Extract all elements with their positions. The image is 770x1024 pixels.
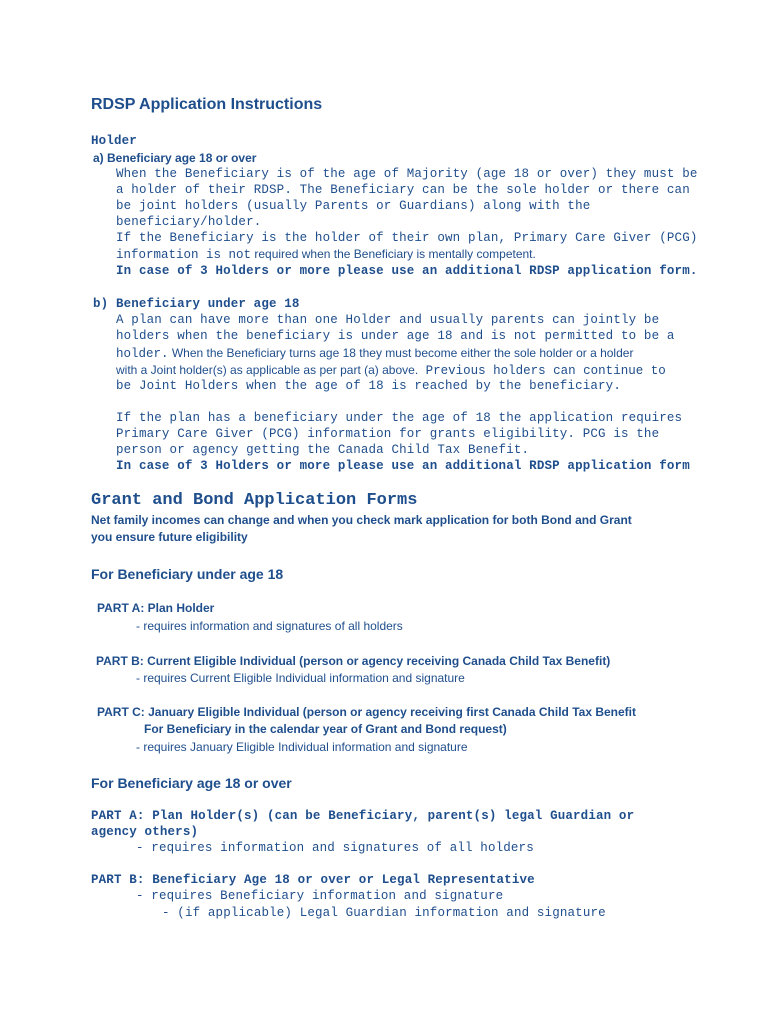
holder-b-line bbox=[116, 346, 633, 361]
holder-b-line: be Joint Holders when the age of 18 is reached by the beneficiary. bbox=[116, 379, 621, 393]
under18-partC-label: PART C: January Eligible Individual (person or agency receiving first Canada Child Tax Benefit bbox=[97, 705, 637, 719]
grants-intro: you ensure future eligibility bbox=[91, 530, 248, 544]
over18-heading: For Beneficiary age 18 or over bbox=[91, 775, 292, 791]
over18-partA-label2: agency others) bbox=[91, 825, 199, 839]
page-title: RDSP Application Instructions bbox=[91, 96, 323, 113]
holder-b-line4-sans: with a Joint holder(s) as applicable as per part (a) above. bbox=[116, 363, 419, 377]
holder-label: Holder bbox=[91, 134, 137, 148]
holder-b-line: A plan can have more than one Holder and usually parents can jointly be bbox=[116, 313, 660, 327]
under18-partA-req: - requires information and signatures of all holders bbox=[136, 619, 403, 633]
grants-heading: Grant and Bond Application Forms bbox=[91, 491, 418, 510]
under18-partB-req: - requires Current Eligible Individual information and signature bbox=[136, 671, 465, 685]
under18-partA-label: PART A: Plan Holder bbox=[97, 601, 215, 615]
holder-a-line6-sans: required when the Beneficiary is mentally competent. bbox=[251, 247, 536, 261]
holder-a-line: a holder of their RDSP. The Beneficiary can be the sole holder or there can bbox=[116, 183, 690, 197]
over18-partA-label: PART A: Plan Holder(s) (can be Beneficiary, parent(s) legal Guardian or bbox=[91, 809, 635, 823]
holder-b-line: holders when the beneficiary is under age 18 and is not permitted to be a bbox=[116, 329, 675, 343]
under18-partB-label: PART B: Current Eligible Individual (person or agency receiving Canada Child Tax Benefit) bbox=[96, 654, 611, 668]
holder-a-line6-mono: information is not bbox=[116, 248, 252, 262]
over18-partB-req2: - (if applicable) Legal Guardian information and signature bbox=[162, 906, 606, 920]
holder-b-line3-mono: holder. bbox=[116, 347, 169, 361]
holder-a-heading: a) Beneficiary age 18 or over bbox=[93, 151, 257, 165]
holder-b-line bbox=[116, 363, 666, 378]
holder-b-heading: b) Beneficiary under age 18 bbox=[93, 297, 300, 311]
grants-intro: Net family incomes can change and when you check mark application for both Bond and Grant bbox=[91, 513, 632, 527]
over18-partB-req: - requires Beneficiary information and signature bbox=[136, 889, 504, 903]
holder-a-line: When the Beneficiary is of the age of Majority (age 18 or over) they must be bbox=[116, 167, 698, 181]
holder-a-line: be joint holders (usually Parents or Guardians) along with the bbox=[116, 199, 591, 213]
under18-partC-req: - requires January Eligible Individual information and signature bbox=[136, 740, 468, 754]
under18-heading: For Beneficiary under age 18 bbox=[91, 566, 284, 582]
under18-partC-label2: For Beneficiary in the calendar year of Grant and Bond request) bbox=[144, 722, 507, 736]
holder-b-line: If the plan has a beneficiary under the age of 18 the application requires bbox=[116, 411, 683, 425]
holder-a-line: beneficiary/holder. bbox=[116, 215, 262, 229]
holder-b-line3-sans: When the Beneficiary turns age 18 they must become either the sole holder or a holder bbox=[168, 346, 634, 360]
over18-partB-label: PART B: Beneficiary Age 18 or over or Legal Representative bbox=[91, 873, 535, 887]
holder-a-note: In case of 3 Holders or more please use an additional RDSP application form. bbox=[116, 264, 698, 278]
holder-a-line bbox=[116, 247, 536, 262]
holder-a-line: If the Beneficiary is the holder of their own plan, Primary Care Giver (PCG) bbox=[116, 231, 698, 245]
over18-partA-req: - requires information and signatures of all holders bbox=[136, 841, 534, 855]
holder-b-line: Primary Care Giver (PCG) information for grants eligibility. PCG is the bbox=[116, 427, 660, 441]
holder-b-line: person or agency getting the Canada Child Tax Benefit. bbox=[116, 443, 530, 457]
holder-b-note: In case of 3 Holders or more please use an additional RDSP application form bbox=[116, 459, 690, 473]
holder-b-line4-mono: Previous holders can continue to bbox=[418, 364, 666, 378]
